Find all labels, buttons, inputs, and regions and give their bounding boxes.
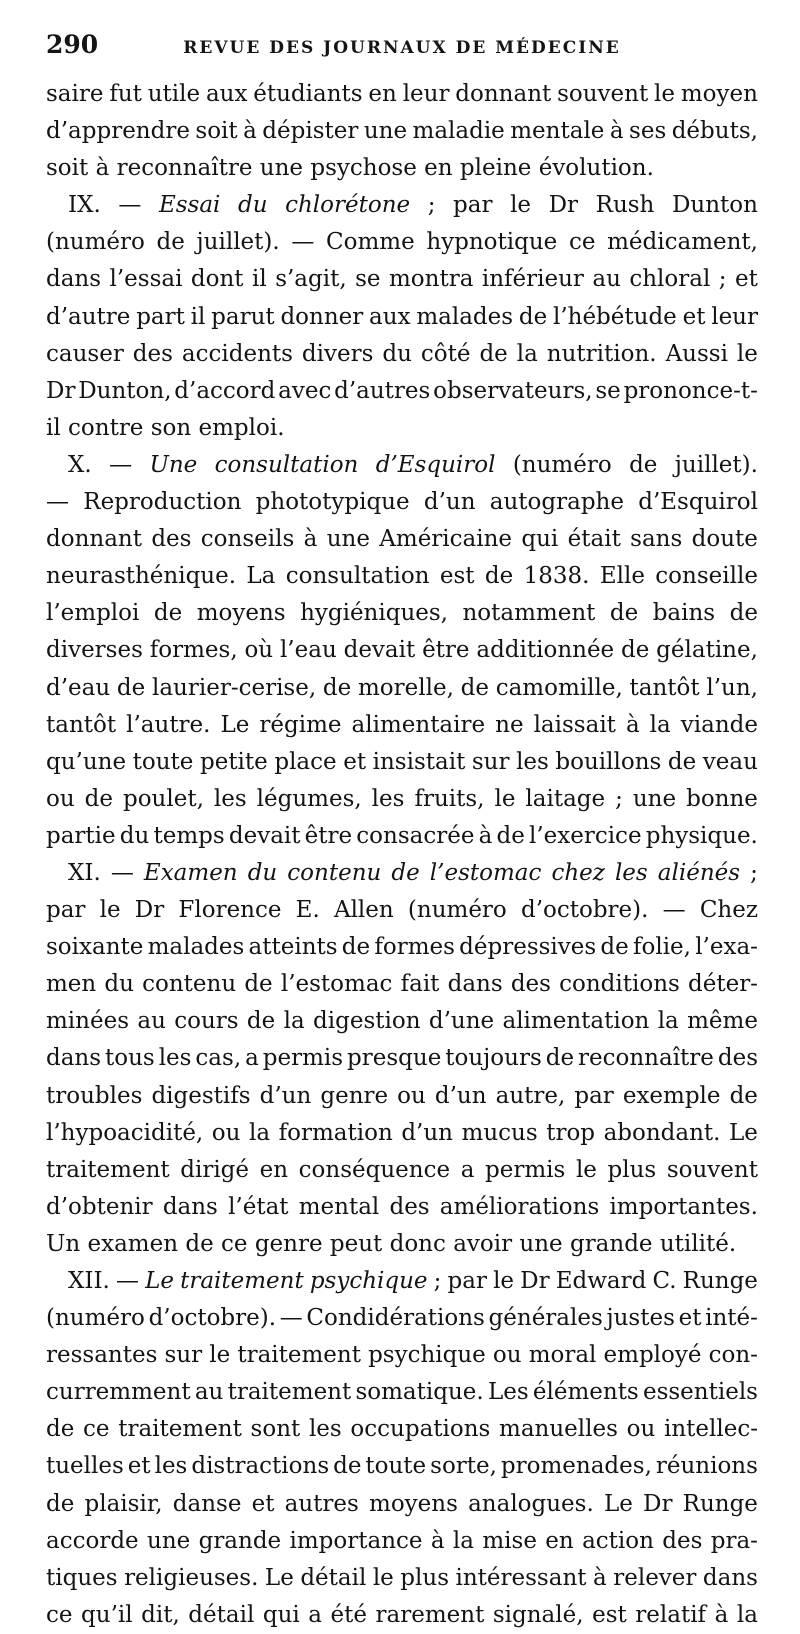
text-line: d’autre part il parut donner aux malades de l’hébétude et leur (46, 303, 758, 330)
text-line: XII. — Le traitement psychique ; par le Dr Edward C. Runge (68, 1268, 758, 1294)
text-line: l’emploi de moyens hygiéniques, notamment de bains de (46, 600, 758, 627)
page-number: 290 (46, 30, 99, 59)
text-line: traitement dirigé en conséquence a permis le plus souvent (46, 1156, 758, 1183)
text-line: soixante malades atteints de formes dépressives de folie, l’exa- (46, 934, 758, 961)
text-line: causer des accidents divers du côté de la nutrition. Aussi le (46, 340, 758, 367)
text-line: minées au cours de la digestion d’une alimentation la même (46, 1008, 758, 1035)
text-line: tuelles et les distractions de toute sorte, promenades, réunions (46, 1453, 758, 1480)
text-line: d’apprendre soit à dépister une maladie mentale à ses débuts, (46, 118, 758, 145)
text-line: diverses formes, où l’eau devait être additionnée de gélatine, (46, 637, 758, 664)
text-line: tantôt l’autre. Le régime alimentaire ne laissait à la viande (46, 711, 758, 738)
text-line: X. — Une consultation d’Esquirol (numéro de juillet). (68, 451, 758, 478)
text-line: de plaisir, danse et autres moyens analogues. Le Dr Runge (46, 1490, 758, 1517)
text-line: accorde une grande importance à la mise en action des pra- (46, 1527, 758, 1554)
text-line: curremment au traitement somatique. Les éléments essentiels (46, 1379, 758, 1406)
text-line: dans l’essai dont il s’agit, se montra inférieur au chloral ; et (46, 266, 758, 293)
text-line: qu’une toute petite place et insistait sur les bouillons de veau (46, 748, 758, 775)
text-line: Un examen de ce genre peut donc avoir une grande utilité. (46, 1230, 737, 1257)
text-line: ce qu’il dit, détail qui a été rarement signalé, est relatif à la (46, 1601, 758, 1628)
text-line: saire fut utile aux étudiants en leur donnant souvent le moyen (46, 81, 758, 107)
body-text (46, 76, 758, 1634)
running-head: REVUE DES JOURNAUX DE MÉDECINE (183, 38, 621, 58)
text-line: soit à reconnaître une psychose en pleine évolution. (46, 155, 654, 182)
text-line: men du contenu de l’estomac fait dans des conditions déter- (46, 971, 758, 998)
text-line: de ce traitement sont les occupations manuelles ou intellec- (46, 1416, 758, 1443)
text-line: partie du temps devait être consacrée à de l’exercice physique. (46, 822, 758, 849)
text-line: dans tous les cas, a permis presque toujours de reconnaître des (46, 1045, 758, 1072)
page-header (46, 30, 758, 76)
text-line: IX. — Essai du chlorétone ; par le Dr Rush Dunton (68, 192, 758, 219)
text-line: l’hypoacidité, ou la formation d’un mucus trop abondant. Le (46, 1119, 758, 1146)
text-line: XI. — Examen du contenu de l’estomac chez les aliénés ; (68, 859, 758, 886)
text-line: ou de poulet, les légumes, les fruits, le laitage ; une bonne (46, 785, 758, 812)
text-line: donnant des conseils à une Américaine qui était sans doute (46, 526, 758, 553)
text-line: tiques religieuses. Le détail le plus intéressant à relever dans (46, 1564, 758, 1591)
text-line: il contre son emploi. (46, 414, 285, 441)
text-line: par le Dr Florence E. Allen (numéro d’octobre). — Chez (46, 897, 758, 924)
text-line: ressantes sur le traitement psychique ou moral employé con- (46, 1342, 758, 1369)
text-line: d’obtenir dans l’état mental des améliorations importantes. (46, 1193, 758, 1220)
text-line: d’eau de laurier-cerise, de morelle, de camomille, tantôt l’un, (46, 674, 758, 701)
text-line: (numéro de juillet). — Comme hypnotique ce médicament, (46, 229, 758, 256)
text-line: troubles digestifs d’un genre ou d’un autre, par exemple de (46, 1082, 758, 1109)
text-line: (numéro d’octobre). — Condidérations générales justes et inté- (46, 1305, 758, 1332)
text-line: Dr Dunton, d’accord avec d’autres observateurs, se prononce-t- (46, 377, 758, 404)
text-line: — Reproduction phototypique d’un autographe d’Esquirol (46, 489, 758, 516)
text-line: neurasthénique. La consultation est de 1838. Elle conseille (46, 563, 758, 590)
